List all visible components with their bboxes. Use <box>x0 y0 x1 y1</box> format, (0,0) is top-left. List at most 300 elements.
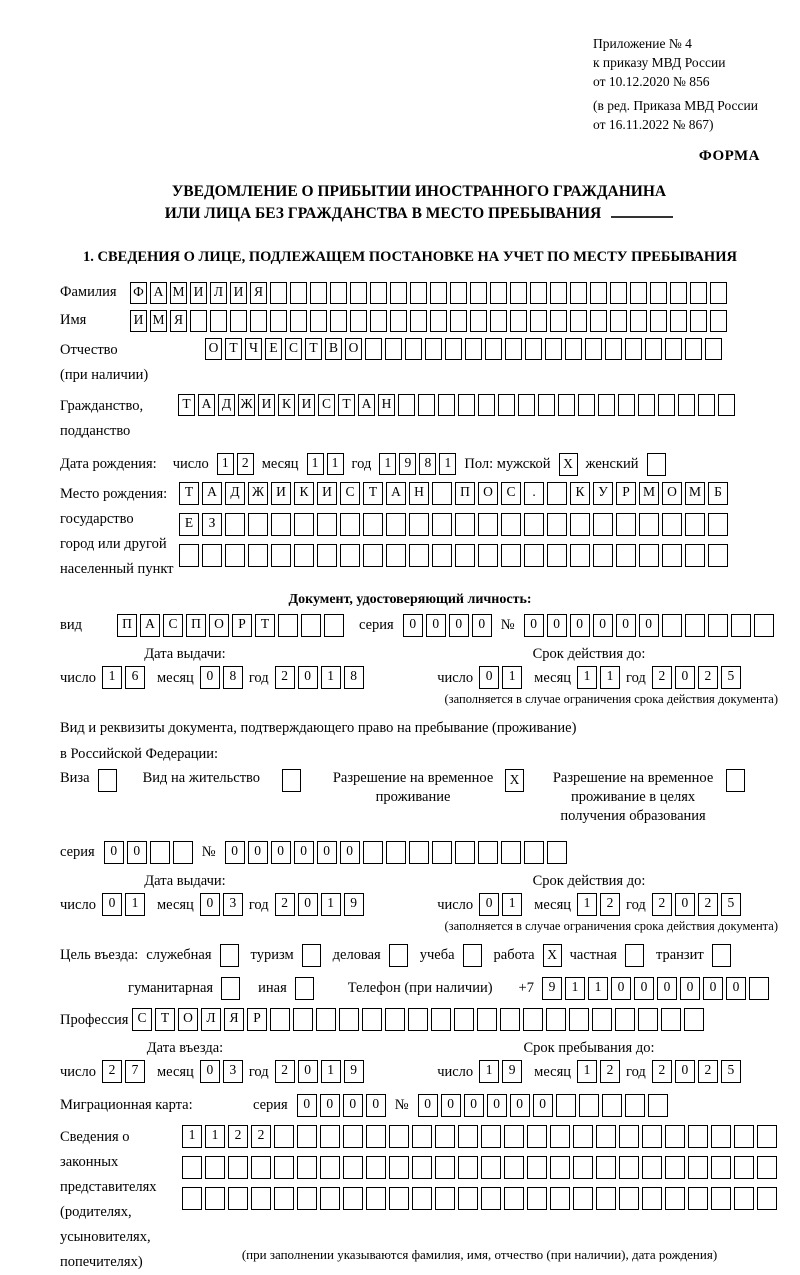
char-cell[interactable] <box>320 1156 340 1179</box>
char-cell[interactable]: 2 <box>600 1060 620 1083</box>
char-cell[interactable] <box>458 1125 478 1148</box>
char-cell[interactable] <box>343 1156 363 1179</box>
char-cell[interactable] <box>320 1125 340 1148</box>
char-cell[interactable]: И <box>190 282 207 304</box>
char-cell[interactable] <box>490 282 507 304</box>
char-cell[interactable] <box>530 282 547 304</box>
char-cell[interactable] <box>390 310 407 332</box>
char-cell[interactable]: Я <box>170 310 187 332</box>
char-cell[interactable] <box>524 544 544 567</box>
char-cell[interactable] <box>638 1008 658 1031</box>
char-cell[interactable] <box>708 544 728 567</box>
char-cell[interactable]: И <box>230 282 247 304</box>
char-cell[interactable] <box>478 394 495 416</box>
char-cell[interactable] <box>590 282 607 304</box>
char-cell[interactable] <box>547 513 567 536</box>
char-cell[interactable] <box>366 1125 386 1148</box>
char-cell[interactable] <box>570 282 587 304</box>
char-cell[interactable] <box>510 282 527 304</box>
char-cell[interactable] <box>547 482 567 505</box>
option-temp-residence-edu-checkbox[interactable] <box>726 769 745 792</box>
char-cell[interactable] <box>431 1008 451 1031</box>
char-cell[interactable]: Я <box>250 282 267 304</box>
char-cell[interactable]: М <box>685 482 705 505</box>
char-cell[interactable] <box>455 513 475 536</box>
char-cell[interactable] <box>465 338 482 360</box>
char-cell[interactable]: 0 <box>102 893 122 916</box>
char-cell[interactable] <box>389 1187 409 1210</box>
char-cell[interactable] <box>573 1156 593 1179</box>
char-cell[interactable]: 0 <box>343 1094 363 1117</box>
char-cell[interactable] <box>579 1094 599 1117</box>
char-cell[interactable] <box>734 1187 754 1210</box>
char-cell[interactable] <box>270 1008 290 1031</box>
char-cell[interactable] <box>665 338 682 360</box>
char-cell[interactable] <box>684 1008 704 1031</box>
char-cell[interactable]: С <box>501 482 521 505</box>
char-cell[interactable]: 0 <box>675 1060 695 1083</box>
char-cell[interactable] <box>450 282 467 304</box>
char-cell[interactable] <box>527 1125 547 1148</box>
char-cell[interactable] <box>339 1008 359 1031</box>
char-cell[interactable] <box>317 513 337 536</box>
char-cell[interactable] <box>363 513 383 536</box>
char-cell[interactable]: 2 <box>237 453 254 475</box>
char-cell[interactable] <box>386 513 406 536</box>
char-cell[interactable]: 0 <box>639 614 659 637</box>
char-cell[interactable]: И <box>317 482 337 505</box>
char-cell[interactable] <box>228 1156 248 1179</box>
char-cell[interactable]: 0 <box>200 1060 220 1083</box>
char-cell[interactable]: З <box>202 513 222 536</box>
char-cell[interactable] <box>290 310 307 332</box>
char-cell[interactable] <box>293 1008 313 1031</box>
char-cell[interactable]: 2 <box>102 1060 122 1083</box>
char-cell[interactable]: 2 <box>698 666 718 689</box>
char-cell[interactable] <box>565 338 582 360</box>
char-cell[interactable]: 6 <box>125 666 145 689</box>
char-cell[interactable]: 1 <box>502 893 522 916</box>
char-cell[interactable] <box>645 338 662 360</box>
char-cell[interactable]: 0 <box>297 1094 317 1117</box>
char-cell[interactable] <box>642 1156 662 1179</box>
char-cell[interactable] <box>389 1156 409 1179</box>
char-cell[interactable]: 0 <box>464 1094 484 1117</box>
char-cell[interactable] <box>625 338 642 360</box>
char-cell[interactable] <box>182 1187 202 1210</box>
char-cell[interactable]: М <box>170 282 187 304</box>
char-cell[interactable]: 2 <box>251 1125 271 1148</box>
char-cell[interactable]: 1 <box>182 1125 202 1148</box>
char-cell[interactable] <box>412 1156 432 1179</box>
char-cell[interactable] <box>550 282 567 304</box>
char-cell[interactable] <box>642 1187 662 1210</box>
char-cell[interactable] <box>757 1187 777 1210</box>
char-cell[interactable] <box>610 310 627 332</box>
char-cell[interactable]: 1 <box>307 453 324 475</box>
char-cell[interactable] <box>481 1125 501 1148</box>
char-cell[interactable] <box>650 310 667 332</box>
char-cell[interactable] <box>409 544 429 567</box>
char-cell[interactable]: О <box>178 1008 198 1031</box>
char-cell[interactable] <box>230 310 247 332</box>
char-cell[interactable] <box>630 310 647 332</box>
char-cell[interactable] <box>363 544 383 567</box>
char-cell[interactable] <box>708 614 728 637</box>
char-cell[interactable] <box>711 1125 731 1148</box>
char-cell[interactable] <box>504 1156 524 1179</box>
option-temp-residence-checkbox[interactable]: X <box>505 769 524 792</box>
char-cell[interactable] <box>366 1156 386 1179</box>
char-cell[interactable] <box>408 1008 428 1031</box>
char-cell[interactable] <box>662 544 682 567</box>
char-cell[interactable]: 0 <box>479 666 499 689</box>
char-cell[interactable] <box>363 841 383 864</box>
char-cell[interactable] <box>310 282 327 304</box>
char-cell[interactable] <box>409 513 429 536</box>
char-cell[interactable] <box>619 1125 639 1148</box>
char-cell[interactable] <box>685 513 705 536</box>
char-cell[interactable]: 1 <box>205 1125 225 1148</box>
char-cell[interactable]: Т <box>305 338 322 360</box>
char-cell[interactable] <box>710 310 727 332</box>
char-cell[interactable] <box>317 544 337 567</box>
char-cell[interactable] <box>435 1125 455 1148</box>
char-cell[interactable]: С <box>132 1008 152 1031</box>
char-cell[interactable] <box>524 513 544 536</box>
char-cell[interactable]: О <box>209 614 229 637</box>
char-cell[interactable] <box>410 282 427 304</box>
char-cell[interactable]: 0 <box>570 614 590 637</box>
char-cell[interactable]: 1 <box>502 666 522 689</box>
char-cell[interactable] <box>458 1187 478 1210</box>
char-cell[interactable] <box>251 1156 271 1179</box>
char-cell[interactable]: 3 <box>223 893 243 916</box>
char-cell[interactable]: 0 <box>726 977 746 1000</box>
char-cell[interactable] <box>665 1125 685 1148</box>
char-cell[interactable]: 0 <box>366 1094 386 1117</box>
char-cell[interactable]: Р <box>247 1008 267 1031</box>
char-cell[interactable] <box>734 1156 754 1179</box>
char-cell[interactable] <box>389 1125 409 1148</box>
char-cell[interactable] <box>225 544 245 567</box>
char-cell[interactable] <box>210 310 227 332</box>
char-cell[interactable] <box>550 1156 570 1179</box>
purpose-private-checkbox[interactable] <box>625 944 644 967</box>
char-cell[interactable] <box>504 1125 524 1148</box>
char-cell[interactable]: Р <box>616 482 636 505</box>
char-cell[interactable] <box>455 841 475 864</box>
sex-female-checkbox[interactable] <box>647 453 666 476</box>
sex-male-checkbox[interactable]: X <box>559 453 578 476</box>
char-cell[interactable]: Б <box>708 482 728 505</box>
char-cell[interactable]: 1 <box>439 453 456 475</box>
char-cell[interactable]: 1 <box>321 893 341 916</box>
char-cell[interactable]: 2 <box>652 666 672 689</box>
char-cell[interactable]: Л <box>210 282 227 304</box>
char-cell[interactable] <box>454 1008 474 1031</box>
char-cell[interactable] <box>685 338 702 360</box>
char-cell[interactable] <box>670 310 687 332</box>
char-cell[interactable]: 0 <box>449 614 469 637</box>
char-cell[interactable] <box>710 282 727 304</box>
char-cell[interactable]: 1 <box>321 1060 341 1083</box>
char-cell[interactable]: 2 <box>652 893 672 916</box>
char-cell[interactable]: 9 <box>344 893 364 916</box>
char-cell[interactable]: И <box>258 394 275 416</box>
char-cell[interactable] <box>297 1125 317 1148</box>
char-cell[interactable] <box>250 310 267 332</box>
char-cell[interactable]: 5 <box>721 666 741 689</box>
char-cell[interactable]: 0 <box>487 1094 507 1117</box>
char-cell[interactable] <box>570 310 587 332</box>
char-cell[interactable] <box>290 282 307 304</box>
char-cell[interactable] <box>478 513 498 536</box>
char-cell[interactable] <box>458 394 475 416</box>
char-cell[interactable] <box>478 544 498 567</box>
char-cell[interactable]: О <box>205 338 222 360</box>
char-cell[interactable] <box>385 338 402 360</box>
char-cell[interactable]: 2 <box>600 893 620 916</box>
char-cell[interactable]: И <box>298 394 315 416</box>
char-cell[interactable]: 0 <box>225 841 245 864</box>
char-cell[interactable] <box>398 394 415 416</box>
char-cell[interactable] <box>619 1156 639 1179</box>
char-cell[interactable] <box>598 394 615 416</box>
char-cell[interactable] <box>412 1187 432 1210</box>
char-cell[interactable] <box>385 1008 405 1031</box>
char-cell[interactable]: 1 <box>588 977 608 1000</box>
char-cell[interactable] <box>590 310 607 332</box>
char-cell[interactable]: Ч <box>245 338 262 360</box>
char-cell[interactable] <box>524 841 544 864</box>
char-cell[interactable] <box>274 1187 294 1210</box>
char-cell[interactable] <box>350 310 367 332</box>
char-cell[interactable]: 0 <box>298 1060 318 1083</box>
char-cell[interactable] <box>425 338 442 360</box>
char-cell[interactable] <box>365 338 382 360</box>
char-cell[interactable] <box>498 394 515 416</box>
char-cell[interactable]: Н <box>378 394 395 416</box>
char-cell[interactable]: 2 <box>698 893 718 916</box>
char-cell[interactable] <box>665 1156 685 1179</box>
char-cell[interactable]: Д <box>225 482 245 505</box>
char-cell[interactable]: 0 <box>472 614 492 637</box>
char-cell[interactable]: И <box>130 310 147 332</box>
char-cell[interactable]: 0 <box>248 841 268 864</box>
char-cell[interactable] <box>547 841 567 864</box>
char-cell[interactable] <box>501 841 521 864</box>
char-cell[interactable]: 8 <box>223 666 243 689</box>
char-cell[interactable]: И <box>271 482 291 505</box>
char-cell[interactable]: К <box>278 394 295 416</box>
char-cell[interactable] <box>340 544 360 567</box>
char-cell[interactable] <box>616 544 636 567</box>
char-cell[interactable] <box>711 1187 731 1210</box>
char-cell[interactable]: Ж <box>248 482 268 505</box>
char-cell[interactable]: С <box>163 614 183 637</box>
char-cell[interactable] <box>593 513 613 536</box>
char-cell[interactable]: А <box>198 394 215 416</box>
char-cell[interactable]: 1 <box>102 666 122 689</box>
char-cell[interactable] <box>698 394 715 416</box>
char-cell[interactable]: С <box>318 394 335 416</box>
char-cell[interactable]: 0 <box>317 841 337 864</box>
char-cell[interactable] <box>390 282 407 304</box>
char-cell[interactable] <box>500 1008 520 1031</box>
char-cell[interactable]: М <box>150 310 167 332</box>
char-cell[interactable] <box>573 1125 593 1148</box>
char-cell[interactable]: 0 <box>547 614 567 637</box>
char-cell[interactable] <box>432 841 452 864</box>
char-cell[interactable]: О <box>662 482 682 505</box>
char-cell[interactable]: А <box>358 394 375 416</box>
char-cell[interactable]: П <box>186 614 206 637</box>
char-cell[interactable] <box>173 841 193 864</box>
char-cell[interactable] <box>510 310 527 332</box>
char-cell[interactable] <box>330 310 347 332</box>
char-cell[interactable]: Е <box>265 338 282 360</box>
char-cell[interactable] <box>438 394 455 416</box>
char-cell[interactable] <box>485 338 502 360</box>
char-cell[interactable] <box>731 614 751 637</box>
char-cell[interactable] <box>297 1156 317 1179</box>
char-cell[interactable] <box>546 1008 566 1031</box>
char-cell[interactable] <box>550 1187 570 1210</box>
char-cell[interactable] <box>301 614 321 637</box>
purpose-humanitarian-checkbox[interactable] <box>221 977 240 1000</box>
char-cell[interactable] <box>550 1125 570 1148</box>
char-cell[interactable] <box>573 1187 593 1210</box>
char-cell[interactable]: Т <box>255 614 275 637</box>
char-cell[interactable] <box>490 310 507 332</box>
char-cell[interactable] <box>538 394 555 416</box>
char-cell[interactable]: 0 <box>294 841 314 864</box>
char-cell[interactable] <box>616 513 636 536</box>
option-residence-permit-checkbox[interactable] <box>282 769 301 792</box>
char-cell[interactable] <box>405 338 422 360</box>
char-cell[interactable] <box>690 282 707 304</box>
char-cell[interactable]: 0 <box>524 614 544 637</box>
char-cell[interactable]: 1 <box>479 1060 499 1083</box>
char-cell[interactable]: 2 <box>228 1125 248 1148</box>
char-cell[interactable]: 1 <box>327 453 344 475</box>
char-cell[interactable]: 0 <box>271 841 291 864</box>
char-cell[interactable] <box>708 513 728 536</box>
char-cell[interactable] <box>350 282 367 304</box>
char-cell[interactable]: 0 <box>611 977 631 1000</box>
char-cell[interactable]: 7 <box>125 1060 145 1083</box>
char-cell[interactable] <box>558 394 575 416</box>
purpose-work-checkbox[interactable]: X <box>543 944 562 967</box>
char-cell[interactable] <box>362 1008 382 1031</box>
char-cell[interactable]: М <box>639 482 659 505</box>
char-cell[interactable] <box>248 544 268 567</box>
char-cell[interactable] <box>278 614 298 637</box>
char-cell[interactable] <box>202 544 222 567</box>
char-cell[interactable] <box>638 394 655 416</box>
char-cell[interactable]: А <box>202 482 222 505</box>
char-cell[interactable]: Я <box>224 1008 244 1031</box>
char-cell[interactable] <box>410 310 427 332</box>
char-cell[interactable]: 2 <box>275 893 295 916</box>
char-cell[interactable] <box>150 841 170 864</box>
char-cell[interactable]: 0 <box>418 1094 438 1117</box>
char-cell[interactable] <box>340 513 360 536</box>
char-cell[interactable]: 2 <box>698 1060 718 1083</box>
char-cell[interactable] <box>578 394 595 416</box>
char-cell[interactable]: 1 <box>577 893 597 916</box>
char-cell[interactable]: 0 <box>703 977 723 1000</box>
char-cell[interactable] <box>662 614 682 637</box>
purpose-transit-checkbox[interactable] <box>712 944 731 967</box>
char-cell[interactable] <box>504 1187 524 1210</box>
char-cell[interactable] <box>501 513 521 536</box>
char-cell[interactable] <box>481 1187 501 1210</box>
char-cell[interactable]: О <box>345 338 362 360</box>
option-visa-checkbox[interactable] <box>98 769 117 792</box>
char-cell[interactable]: . <box>524 482 544 505</box>
char-cell[interactable]: С <box>285 338 302 360</box>
char-cell[interactable]: 2 <box>652 1060 672 1083</box>
char-cell[interactable] <box>642 1125 662 1148</box>
char-cell[interactable]: 0 <box>593 614 613 637</box>
char-cell[interactable] <box>658 394 675 416</box>
char-cell[interactable] <box>310 310 327 332</box>
char-cell[interactable]: 5 <box>721 1060 741 1083</box>
purpose-tourism-checkbox[interactable] <box>302 944 321 967</box>
char-cell[interactable] <box>470 282 487 304</box>
char-cell[interactable] <box>592 1008 612 1031</box>
char-cell[interactable]: Н <box>409 482 429 505</box>
char-cell[interactable]: Т <box>178 394 195 416</box>
char-cell[interactable] <box>320 1187 340 1210</box>
char-cell[interactable] <box>274 1156 294 1179</box>
char-cell[interactable] <box>294 544 314 567</box>
char-cell[interactable] <box>430 282 447 304</box>
char-cell[interactable]: 0 <box>510 1094 530 1117</box>
char-cell[interactable] <box>690 310 707 332</box>
char-cell[interactable]: 0 <box>680 977 700 1000</box>
char-cell[interactable] <box>432 482 452 505</box>
purpose-other-checkbox[interactable] <box>295 977 314 1000</box>
char-cell[interactable]: Т <box>155 1008 175 1031</box>
char-cell[interactable] <box>545 338 562 360</box>
char-cell[interactable] <box>523 1008 543 1031</box>
purpose-business-checkbox[interactable] <box>389 944 408 967</box>
char-cell[interactable] <box>297 1187 317 1210</box>
char-cell[interactable] <box>366 1187 386 1210</box>
char-cell[interactable] <box>412 1125 432 1148</box>
char-cell[interactable] <box>688 1125 708 1148</box>
char-cell[interactable]: 5 <box>721 893 741 916</box>
char-cell[interactable]: О <box>478 482 498 505</box>
char-cell[interactable] <box>182 1156 202 1179</box>
char-cell[interactable]: 8 <box>419 453 436 475</box>
char-cell[interactable] <box>251 1187 271 1210</box>
char-cell[interactable] <box>501 544 521 567</box>
char-cell[interactable] <box>734 1125 754 1148</box>
char-cell[interactable]: Д <box>218 394 235 416</box>
char-cell[interactable]: 9 <box>542 977 562 1000</box>
char-cell[interactable] <box>435 1187 455 1210</box>
char-cell[interactable] <box>685 614 705 637</box>
char-cell[interactable] <box>294 513 314 536</box>
char-cell[interactable]: 1 <box>125 893 145 916</box>
char-cell[interactable] <box>225 513 245 536</box>
char-cell[interactable]: 0 <box>675 893 695 916</box>
char-cell[interactable] <box>432 544 452 567</box>
